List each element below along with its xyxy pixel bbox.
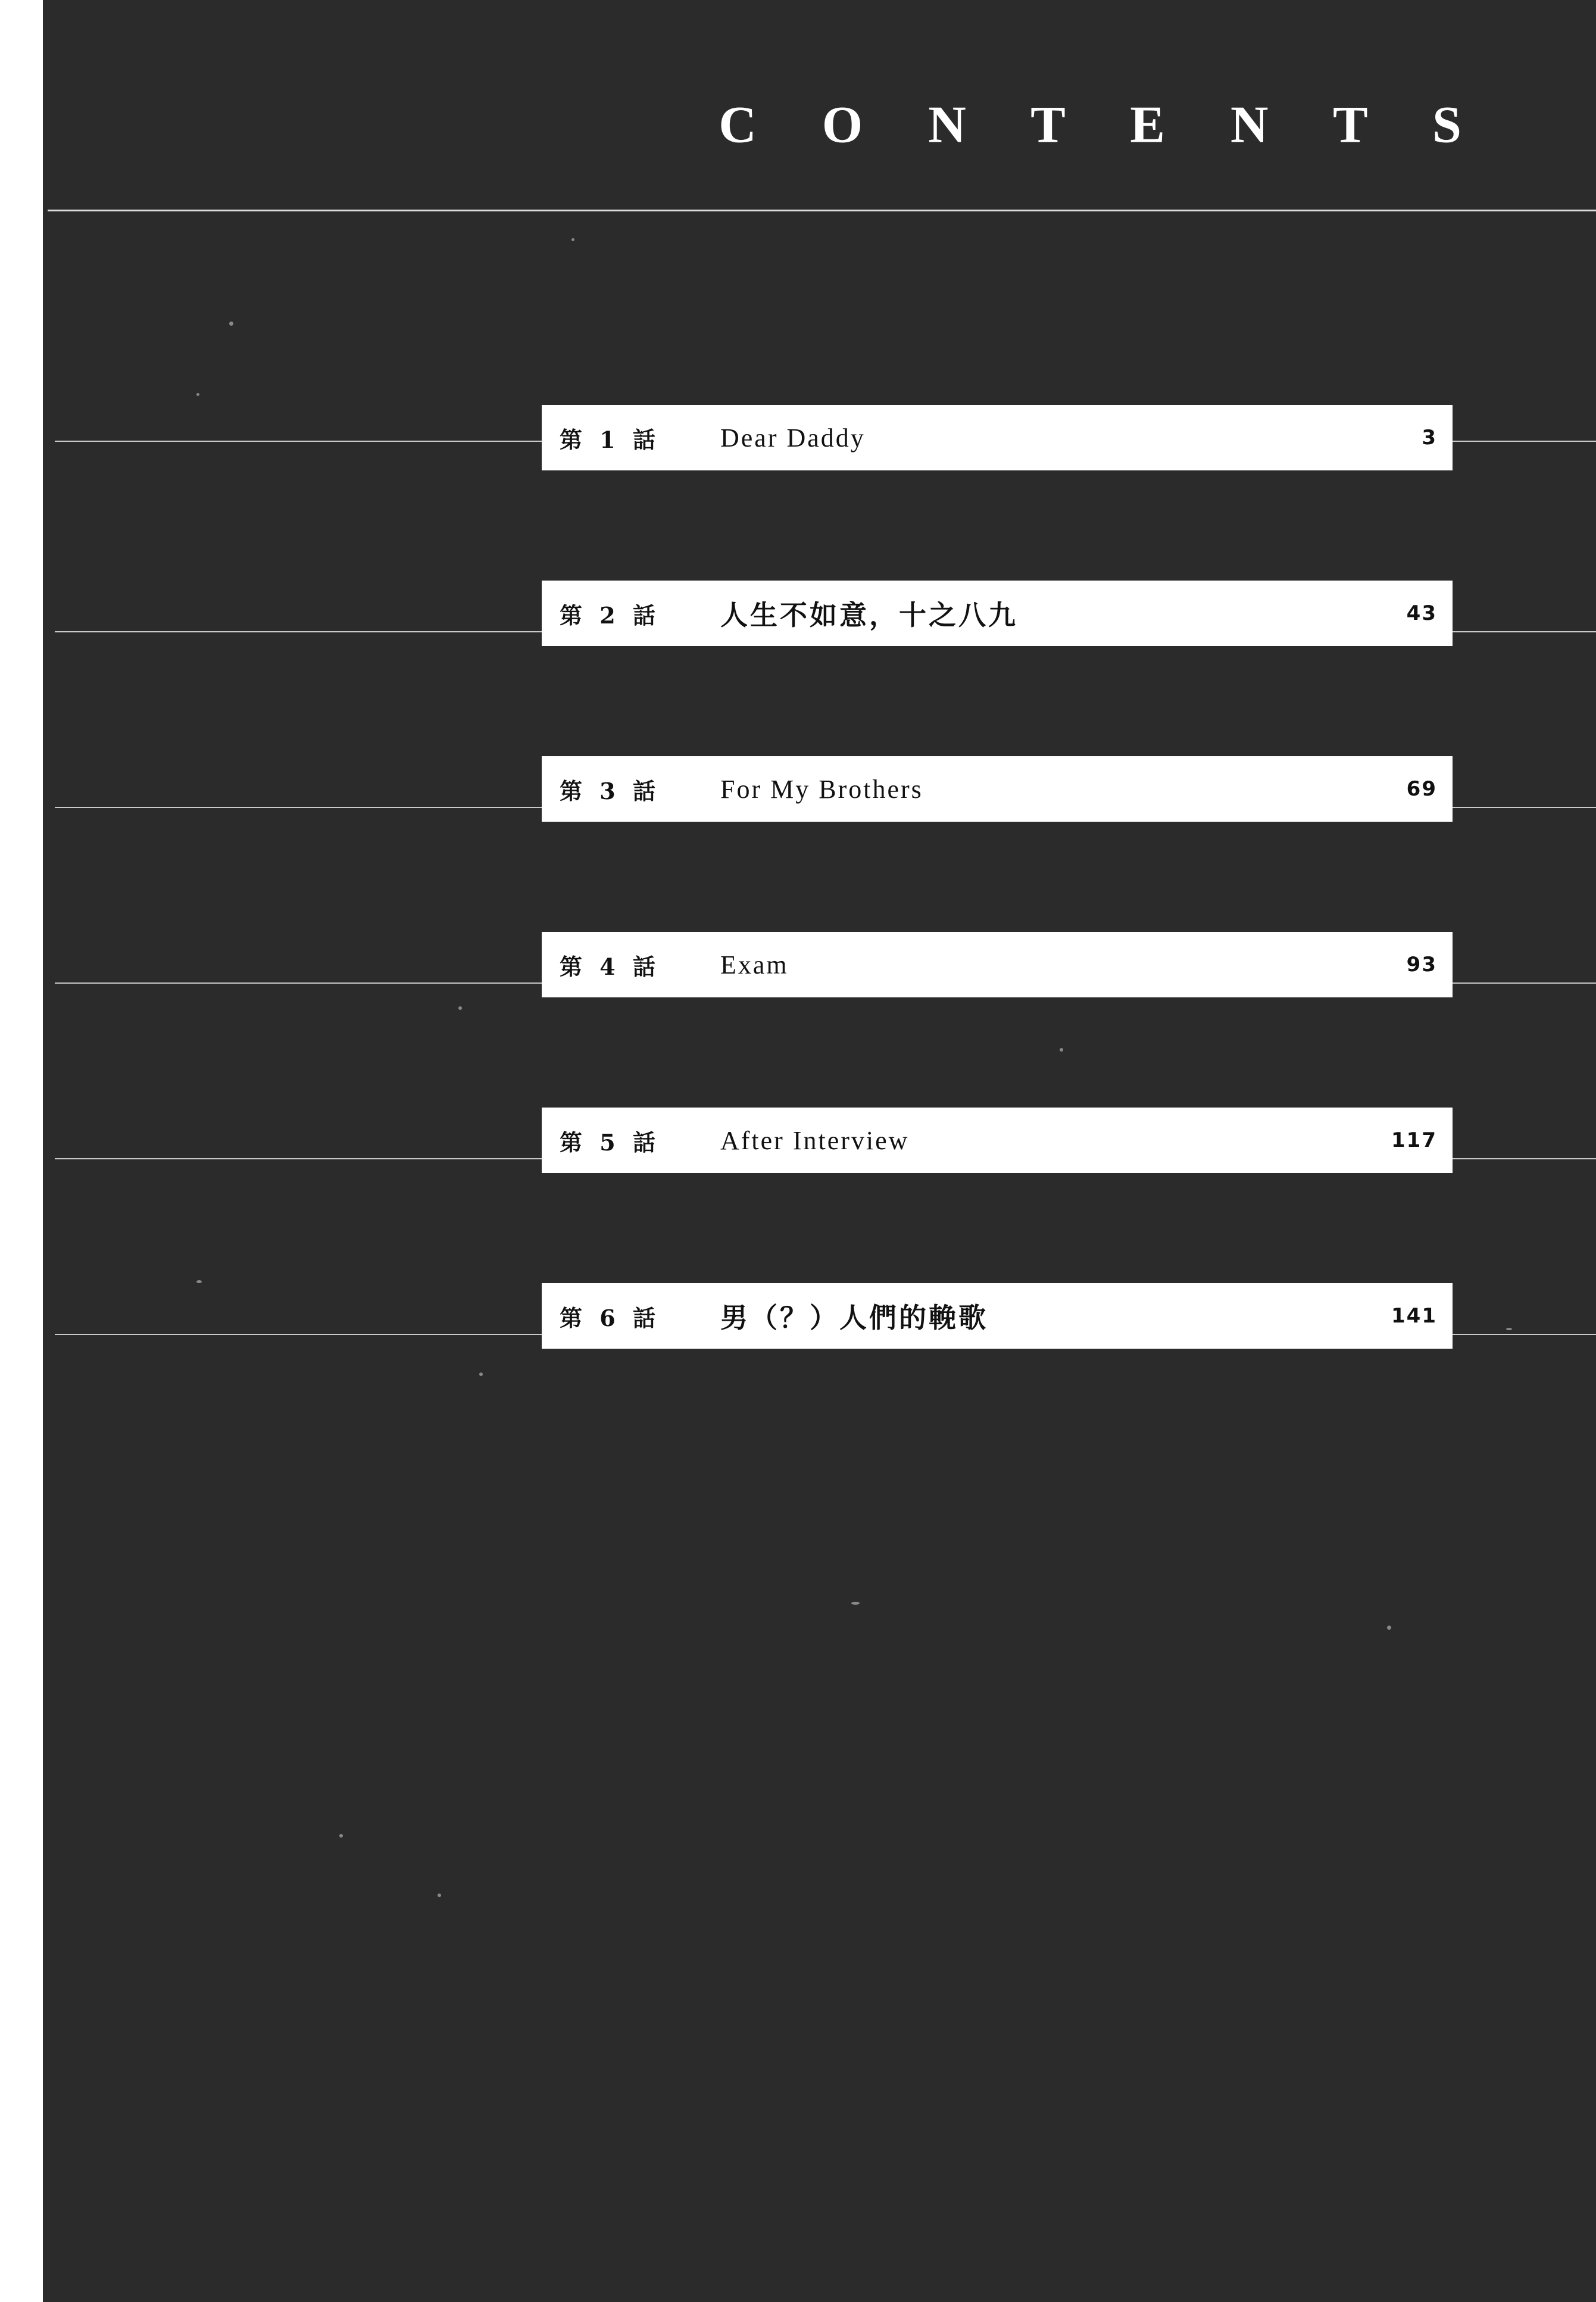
toc-row[interactable]: [542, 1283, 1453, 1349]
chapter-number: 第 1 話: [560, 426, 660, 453]
chapter-title: 男（？）人們的輓歌: [720, 1302, 988, 1334]
chapter-number: 第 3 話: [560, 777, 660, 804]
chapter-title: For My Brothers: [720, 774, 923, 804]
chapter-page-number: 43: [1406, 601, 1437, 625]
chapter-number: 第 2 話: [560, 601, 660, 629]
chapter-page-number: 117: [1391, 1128, 1437, 1152]
chapter-page-number: 3: [1422, 426, 1437, 450]
chapter-title: 人生不如意，十之八九: [720, 599, 1018, 631]
chapter-page-number: 93: [1406, 953, 1437, 977]
page-title: C O N T E N T S: [719, 96, 1488, 154]
toc-row[interactable]: [542, 405, 1453, 470]
chapter-page-number: 141: [1391, 1304, 1437, 1328]
toc-row[interactable]: [542, 932, 1453, 997]
chapter-number: 第 5 話: [560, 1128, 660, 1156]
chapter-page-number: 69: [1406, 777, 1437, 801]
toc-row[interactable]: [542, 1108, 1453, 1173]
toc-row[interactable]: [542, 581, 1453, 646]
chapter-number: 第 6 話: [560, 1304, 660, 1331]
chapter-title: Exam: [720, 950, 789, 980]
chapter-number: 第 4 話: [560, 953, 660, 980]
chapter-title: After Interview: [720, 1125, 910, 1155]
chapter-title: Dear Daddy: [720, 423, 866, 453]
toc-row[interactable]: [542, 756, 1453, 822]
